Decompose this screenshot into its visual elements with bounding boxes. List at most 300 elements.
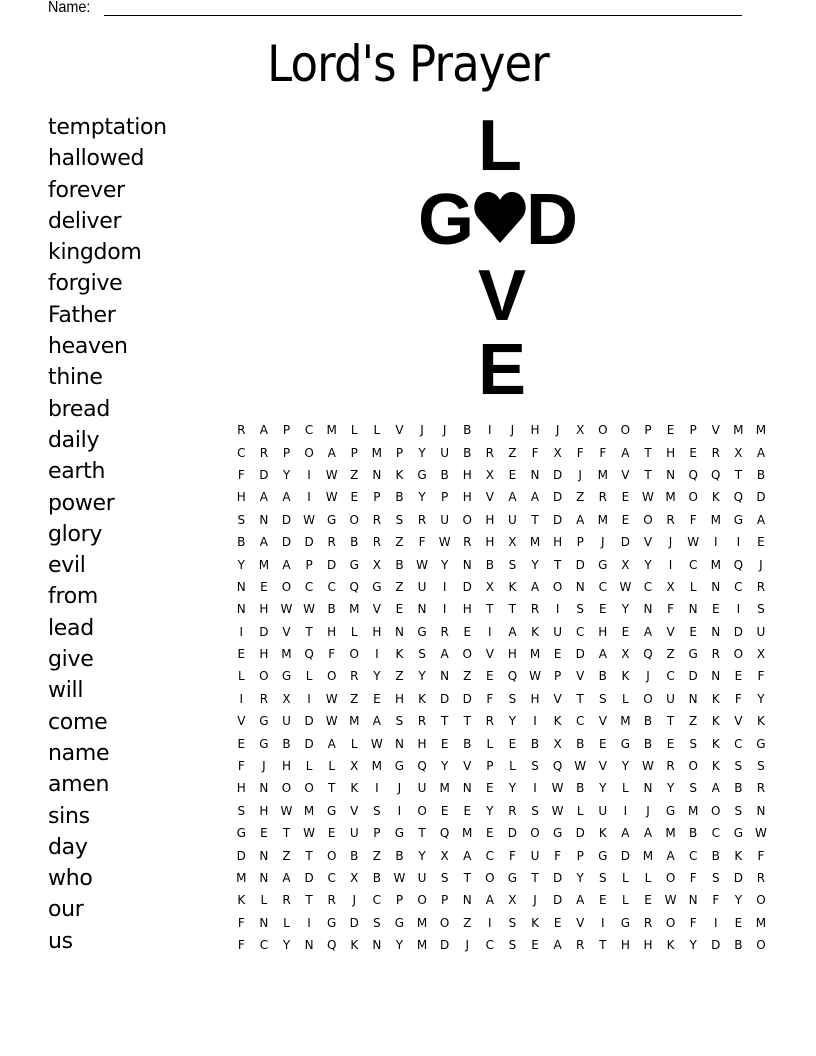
grid-cell[interactable]: N [236, 602, 246, 617]
grid-cell[interactable]: I [555, 602, 560, 617]
grid-cell[interactable]: S [757, 602, 765, 617]
grid-cell[interactable]: H [236, 781, 246, 796]
grid-cell[interactable]: S [508, 938, 517, 953]
grid-cell[interactable]: T [644, 445, 652, 460]
grid-cell[interactable]: N [756, 803, 766, 818]
grid-cell[interactable]: B [350, 535, 359, 550]
grid-cell[interactable]: E [599, 602, 607, 617]
grid-cell[interactable]: P [373, 826, 381, 841]
grid-cell[interactable]: D [552, 512, 563, 527]
grid-cell[interactable]: O [756, 938, 766, 953]
grid-cell[interactable]: O [620, 423, 631, 438]
grid-cell[interactable]: H [236, 490, 246, 505]
grid-cell[interactable]: E [666, 736, 675, 751]
grid-cell[interactable]: Q [688, 467, 698, 482]
grid-cell[interactable]: W [438, 535, 451, 550]
grid-cell[interactable]: F [576, 445, 584, 460]
grid-cell[interactable]: W [325, 490, 338, 505]
grid-cell[interactable]: O [665, 871, 676, 885]
grid-cell[interactable]: G [598, 557, 608, 572]
grid-cell[interactable]: Y [282, 467, 291, 482]
grid-cell[interactable]: G [259, 714, 269, 729]
grid-cell[interactable]: R [350, 669, 359, 684]
grid-cell[interactable]: T [531, 871, 539, 885]
grid-cell[interactable]: G [349, 557, 359, 572]
grid-cell[interactable]: C [598, 579, 607, 594]
grid-cell[interactable]: T [282, 826, 291, 841]
grid-cell[interactable]: K [711, 490, 720, 505]
grid-cell[interactable]: Q [417, 759, 427, 774]
grid-cell[interactable]: C [734, 579, 743, 594]
grid-cell[interactable]: N [462, 893, 472, 908]
name-field-line[interactable] [104, 15, 742, 16]
grid-cell[interactable]: Z [395, 669, 404, 684]
grid-cell[interactable]: U [417, 871, 427, 885]
grid-cell[interactable]: D [304, 871, 314, 885]
grid-cell[interactable]: U [349, 826, 359, 841]
grid-cell[interactable]: T [305, 848, 313, 863]
grid-cell[interactable]: B [372, 871, 381, 885]
grid-cell[interactable]: Y [486, 803, 494, 818]
grid-cell[interactable]: D [304, 714, 314, 729]
grid-cell[interactable]: G [281, 669, 292, 684]
grid-cell[interactable]: W [687, 535, 700, 550]
grid-cell[interactable]: E [486, 669, 494, 684]
grid-cell[interactable]: G [417, 467, 427, 482]
grid-cell[interactable]: I [307, 490, 311, 505]
grid-cell[interactable]: X [282, 691, 291, 706]
grid-cell[interactable]: A [327, 736, 336, 751]
grid-cell[interactable]: E [260, 826, 268, 841]
grid-cell[interactable]: B [463, 736, 472, 751]
grid-cell[interactable]: K [237, 893, 246, 908]
grid-cell[interactable]: L [622, 871, 629, 885]
grid-cell[interactable]: Q [439, 826, 450, 841]
grid-cell[interactable]: O [665, 915, 676, 930]
grid-cell[interactable]: O [462, 647, 472, 662]
grid-cell[interactable]: H [259, 803, 269, 818]
grid-cell[interactable]: U [756, 624, 766, 639]
grid-cell[interactable]: N [643, 602, 653, 617]
grid-cell[interactable]: E [395, 602, 404, 617]
grid-cell[interactable]: S [531, 803, 539, 818]
grid-cell[interactable]: Z [372, 848, 381, 863]
grid-cell[interactable]: C [372, 893, 382, 908]
grid-cell[interactable]: A [576, 512, 585, 527]
grid-cell[interactable]: O [417, 893, 427, 908]
grid-cell[interactable]: E [757, 535, 765, 550]
grid-cell[interactable]: T [553, 557, 562, 572]
grid-cell[interactable]: Q [304, 647, 314, 662]
grid-cell[interactable]: M [281, 647, 292, 662]
grid-cell[interactable]: Z [395, 535, 404, 550]
grid-cell[interactable]: E [689, 445, 697, 460]
grid-cell[interactable]: P [350, 445, 358, 460]
grid-cell[interactable]: J [601, 535, 605, 550]
grid-cell[interactable]: A [259, 423, 268, 438]
grid-cell[interactable]: G [327, 915, 337, 930]
grid-cell[interactable]: Z [508, 445, 517, 460]
grid-cell[interactable]: L [350, 423, 358, 438]
grid-cell[interactable]: D [688, 669, 698, 684]
grid-cell[interactable]: F [712, 893, 720, 908]
grid-cell[interactable]: E [644, 893, 652, 908]
grid-cell[interactable]: C [643, 579, 653, 594]
grid-cell[interactable]: L [622, 781, 629, 796]
grid-cell[interactable]: A [259, 535, 268, 550]
grid-cell[interactable]: R [417, 714, 427, 729]
grid-cell[interactable]: C [327, 579, 336, 594]
grid-cell[interactable]: O [598, 423, 608, 438]
grid-cell[interactable]: H [462, 602, 472, 617]
grid-cell[interactable]: B [734, 781, 743, 796]
grid-cell[interactable]: I [488, 423, 492, 438]
grid-cell[interactable]: Z [576, 490, 585, 505]
grid-cell[interactable]: F [486, 691, 494, 706]
grid-cell[interactable]: P [576, 848, 584, 863]
grid-cell[interactable]: M [303, 803, 315, 818]
grid-cell[interactable]: L [644, 871, 652, 885]
grid-cell[interactable]: C [688, 848, 698, 863]
grid-cell[interactable]: Y [440, 557, 449, 572]
grid-cell[interactable]: Y [576, 871, 584, 885]
grid-cell[interactable]: P [373, 490, 381, 505]
grid-cell[interactable]: Z [350, 467, 359, 482]
grid-cell[interactable]: K [395, 647, 404, 662]
grid-cell[interactable]: V [372, 602, 381, 617]
grid-cell[interactable]: Y [666, 781, 675, 796]
grid-cell[interactable]: Z [350, 691, 359, 706]
grid-cell[interactable]: R [372, 535, 382, 550]
grid-cell[interactable]: X [666, 579, 675, 594]
grid-cell[interactable]: O [530, 826, 540, 841]
grid-cell[interactable]: V [282, 624, 291, 639]
grid-cell[interactable]: I [307, 467, 311, 482]
grid-cell[interactable]: D [259, 624, 269, 639]
grid-cell[interactable]: I [713, 915, 718, 930]
grid-cell[interactable]: S [734, 759, 743, 774]
grid-cell[interactable]: T [486, 602, 494, 617]
grid-cell[interactable]: D [349, 915, 359, 930]
grid-cell[interactable]: R [666, 512, 675, 527]
grid-cell[interactable]: P [689, 423, 697, 438]
grid-cell[interactable]: A [508, 624, 517, 639]
grid-cell[interactable]: O [259, 669, 269, 684]
grid-cell[interactable]: D [733, 624, 743, 639]
grid-cell[interactable]: H [485, 512, 495, 527]
grid-cell[interactable]: S [508, 915, 517, 930]
grid-cell[interactable]: L [328, 759, 336, 774]
grid-cell[interactable]: O [281, 579, 292, 594]
grid-cell[interactable]: D [575, 647, 585, 662]
grid-cell[interactable]: X [553, 445, 562, 460]
grid-cell[interactable]: X [372, 557, 381, 572]
grid-cell[interactable]: C [485, 848, 495, 863]
grid-cell[interactable]: Z [282, 848, 291, 863]
grid-cell[interactable]: O [326, 669, 337, 684]
grid-cell[interactable]: U [598, 803, 608, 818]
grid-cell[interactable]: O [756, 893, 766, 908]
grid-cell[interactable]: H [507, 647, 517, 662]
grid-cell[interactable]: O [711, 803, 721, 818]
grid-cell[interactable]: J [352, 893, 357, 908]
grid-cell[interactable]: A [711, 781, 720, 796]
grid-cell[interactable]: F [689, 871, 697, 885]
grid-cell[interactable]: D [756, 490, 766, 505]
grid-cell[interactable]: T [440, 714, 449, 729]
grid-cell[interactable]: U [417, 579, 427, 594]
grid-cell[interactable]: I [713, 535, 718, 550]
grid-cell[interactable]: A [259, 490, 268, 505]
grid-cell[interactable]: A [282, 557, 291, 572]
grid-cell[interactable]: D [462, 579, 472, 594]
grid-cell[interactable]: U [417, 781, 427, 796]
grid-cell[interactable]: E [621, 624, 630, 639]
grid-cell[interactable]: X [621, 647, 630, 662]
grid-cell[interactable]: O [326, 848, 337, 863]
grid-cell[interactable]: G [394, 826, 405, 841]
grid-cell[interactable]: D [711, 938, 721, 953]
grid-cell[interactable]: A [530, 490, 540, 505]
grid-cell[interactable]: X [553, 736, 562, 751]
grid-cell[interactable]: V [576, 915, 585, 930]
grid-cell[interactable]: E [237, 736, 246, 751]
grid-cell[interactable]: K [621, 669, 630, 684]
grid-cell[interactable]: H [553, 535, 563, 550]
grid-cell[interactable]: C [327, 871, 336, 885]
grid-cell[interactable]: M [416, 915, 428, 930]
grid-cell[interactable]: I [239, 624, 244, 639]
grid-cell[interactable]: Q [711, 467, 721, 482]
grid-cell[interactable]: B [282, 736, 291, 751]
grid-cell[interactable]: L [305, 669, 313, 684]
grid-cell[interactable]: R [643, 915, 653, 930]
grid-cell[interactable]: N [440, 669, 450, 684]
grid-cell[interactable]: O [462, 512, 472, 527]
grid-cell[interactable]: D [620, 848, 631, 863]
grid-cell[interactable]: I [533, 714, 537, 729]
grid-cell[interactable]: W [664, 893, 677, 908]
grid-cell[interactable]: D [575, 557, 585, 572]
grid-cell[interactable]: E [463, 624, 472, 639]
grid-cell[interactable]: V [237, 714, 246, 729]
grid-cell[interactable]: A [282, 871, 291, 885]
grid-cell[interactable]: M [755, 423, 767, 438]
grid-cell[interactable]: E [666, 423, 675, 438]
grid-cell[interactable]: Q [349, 579, 359, 594]
grid-cell[interactable]: G [552, 826, 563, 841]
grid-cell[interactable]: X [485, 579, 494, 594]
grid-cell[interactable]: J [578, 467, 582, 482]
grid-cell[interactable]: R [440, 624, 449, 639]
grid-cell[interactable]: K [395, 467, 404, 482]
grid-cell[interactable]: A [598, 647, 607, 662]
grid-cell[interactable]: D [259, 467, 269, 482]
grid-cell[interactable]: E [508, 467, 517, 482]
grid-cell[interactable]: M [665, 490, 676, 505]
grid-cell[interactable]: O [733, 647, 744, 662]
grid-cell[interactable]: B [734, 938, 743, 953]
grid-cell[interactable]: N [304, 938, 314, 953]
grid-cell[interactable]: Y [395, 938, 404, 953]
grid-cell[interactable]: E [373, 691, 381, 706]
grid-cell[interactable]: I [623, 803, 628, 818]
grid-cell[interactable]: I [533, 781, 537, 796]
grid-cell[interactable]: T [531, 512, 539, 527]
grid-cell[interactable]: L [237, 669, 245, 684]
grid-cell[interactable]: W [551, 781, 564, 796]
grid-cell[interactable]: B [756, 467, 766, 482]
grid-cell[interactable]: F [689, 512, 697, 527]
grid-cell[interactable]: P [576, 535, 584, 550]
grid-cell[interactable]: I [375, 647, 379, 662]
grid-cell[interactable]: I [307, 915, 311, 930]
grid-cell[interactable]: K [553, 714, 562, 729]
grid-cell[interactable]: L [350, 736, 358, 751]
grid-cell[interactable]: Y [418, 445, 426, 460]
grid-cell[interactable]: Z [689, 714, 698, 729]
grid-cell[interactable]: E [599, 893, 607, 908]
grid-cell[interactable]: F [757, 669, 765, 684]
grid-cell[interactable]: D [575, 826, 585, 841]
grid-cell[interactable]: N [666, 467, 676, 482]
grid-cell[interactable]: G [507, 871, 518, 885]
grid-cell[interactable]: N [575, 579, 585, 594]
grid-cell[interactable]: S [508, 557, 517, 572]
grid-cell[interactable]: N [236, 579, 246, 594]
grid-cell[interactable]: W [642, 490, 654, 505]
grid-cell[interactable]: K [734, 848, 743, 863]
grid-cell[interactable]: A [756, 445, 766, 460]
grid-cell[interactable]: I [736, 602, 741, 617]
grid-cell[interactable]: I [601, 915, 605, 930]
grid-cell[interactable]: X [508, 535, 517, 550]
grid-cell[interactable]: Y [508, 714, 517, 729]
grid-cell[interactable]: T [666, 714, 675, 729]
grid-cell[interactable]: F [237, 938, 245, 953]
grid-cell[interactable]: A [463, 848, 472, 863]
grid-cell[interactable]: D [733, 871, 743, 885]
grid-cell[interactable]: W [619, 579, 632, 594]
grid-cell[interactable]: K [531, 915, 539, 930]
grid-cell[interactable]: A [756, 512, 766, 527]
grid-cell[interactable]: K [666, 938, 675, 953]
grid-cell[interactable]: O [552, 579, 563, 594]
grid-cell[interactable]: P [305, 557, 313, 572]
grid-cell[interactable]: C [688, 557, 698, 572]
grid-cell[interactable]: Y [237, 557, 245, 572]
grid-cell[interactable]: N [259, 871, 269, 885]
grid-cell[interactable]: S [237, 512, 246, 527]
grid-cell[interactable]: F [689, 915, 697, 930]
grid-cell[interactable]: S [395, 714, 404, 729]
grid-cell[interactable]: E [260, 579, 268, 594]
grid-cell[interactable]: O [304, 445, 314, 460]
grid-cell[interactable]: K [508, 579, 517, 594]
grid-cell[interactable]: H [327, 624, 337, 639]
grid-cell[interactable]: M [665, 826, 676, 841]
grid-cell[interactable]: E [463, 803, 472, 818]
grid-cell[interactable]: D [281, 535, 292, 550]
grid-cell[interactable]: F [734, 691, 742, 706]
grid-cell[interactable]: A [643, 826, 653, 841]
grid-cell[interactable]: N [259, 512, 269, 527]
grid-cell[interactable]: M [642, 848, 654, 863]
grid-cell[interactable]: R [259, 691, 269, 706]
grid-cell[interactable]: O [643, 512, 653, 527]
grid-cell[interactable]: F [508, 848, 516, 863]
grid-cell[interactable]: R [327, 535, 336, 550]
grid-cell[interactable]: O [281, 781, 292, 796]
grid-cell[interactable]: M [326, 423, 337, 438]
grid-cell[interactable]: W [303, 512, 316, 527]
grid-cell[interactable]: D [507, 826, 518, 841]
grid-cell[interactable]: T [328, 781, 336, 796]
grid-cell[interactable]: H [462, 490, 472, 505]
grid-cell[interactable]: C [666, 669, 675, 684]
grid-cell[interactable]: J [646, 803, 650, 818]
grid-cell[interactable]: G [327, 803, 337, 818]
grid-cell[interactable]: D [552, 467, 563, 482]
grid-cell[interactable]: R [485, 445, 494, 460]
grid-cell[interactable]: T [418, 826, 426, 841]
grid-cell[interactable]: N [462, 781, 472, 796]
grid-cell[interactable]: L [305, 759, 313, 774]
grid-cell[interactable]: V [643, 535, 653, 550]
grid-cell[interactable]: S [395, 512, 404, 527]
grid-cell[interactable]: Q [507, 669, 518, 684]
grid-cell[interactable]: B [395, 490, 404, 505]
grid-cell[interactable]: A [508, 490, 517, 505]
grid-cell[interactable]: U [282, 714, 291, 729]
grid-cell[interactable]: E [486, 781, 494, 796]
grid-cell[interactable]: F [328, 647, 336, 662]
grid-cell[interactable]: Q [552, 759, 563, 774]
grid-cell[interactable]: J [465, 938, 469, 953]
grid-cell[interactable]: W [325, 691, 338, 706]
grid-cell[interactable]: N [259, 848, 269, 863]
grid-cell[interactable]: R [327, 893, 336, 908]
grid-cell[interactable]: Z [395, 579, 404, 594]
grid-cell[interactable]: N [643, 781, 653, 796]
grid-cell[interactable]: N [530, 467, 540, 482]
grid-cell[interactable]: R [756, 579, 766, 594]
grid-cell[interactable]: A [530, 579, 540, 594]
grid-cell[interactable]: T [463, 871, 471, 885]
grid-cell[interactable]: V [598, 759, 607, 774]
grid-cell[interactable]: J [533, 893, 537, 908]
grid-cell[interactable]: H [281, 759, 291, 774]
grid-cell[interactable]: M [439, 781, 450, 796]
grid-cell[interactable]: B [530, 736, 540, 751]
grid-cell[interactable]: I [307, 691, 311, 706]
grid-cell[interactable]: H [259, 647, 269, 662]
grid-cell[interactable]: J [397, 781, 402, 796]
grid-cell[interactable]: F [667, 602, 675, 617]
grid-cell[interactable]: O [688, 759, 698, 774]
grid-cell[interactable]: T [644, 467, 652, 482]
grid-cell[interactable]: L [622, 691, 629, 706]
grid-cell[interactable]: Y [531, 557, 539, 572]
grid-cell[interactable]: R [756, 781, 766, 796]
grid-cell[interactable]: D [440, 691, 450, 706]
grid-cell[interactable]: E [621, 512, 630, 527]
grid-cell[interactable]: A [576, 893, 585, 908]
grid-cell[interactable]: I [488, 915, 492, 930]
grid-cell[interactable]: M [462, 826, 473, 841]
grid-cell[interactable]: M [349, 714, 360, 729]
grid-cell[interactable]: S [237, 803, 246, 818]
